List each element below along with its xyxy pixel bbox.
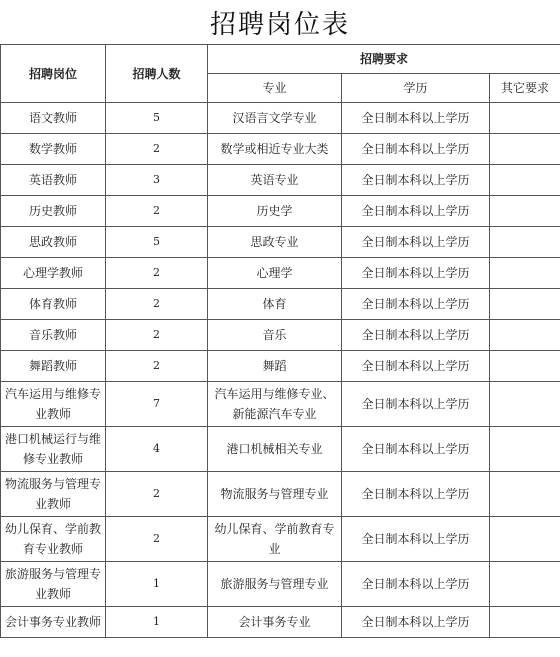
cell-position: 旅游服务与管理专业教师	[1, 562, 106, 607]
cell-education: 全日制本科以上学历	[342, 258, 490, 289]
cell-count: 4	[106, 427, 208, 472]
recruitment-table	[0, 44, 560, 638]
cell-major: 港口机械相关专业	[208, 427, 342, 472]
cell-other	[490, 351, 560, 382]
cell-position: 汽车运用与维修专业教师	[1, 382, 106, 427]
cell-count: 2	[106, 134, 208, 165]
cell-major: 音乐	[208, 320, 342, 351]
cell-position: 心理学教师	[1, 258, 106, 289]
cell-position: 英语教师	[1, 165, 106, 196]
cell-count: 2	[106, 517, 208, 562]
cell-position: 数学教师	[1, 134, 106, 165]
cell-major: 数学或相近专业大类	[208, 134, 342, 165]
cell-other	[490, 562, 560, 607]
cell-other	[490, 472, 560, 517]
table-row	[1, 472, 560, 517]
cell-count: 1	[106, 607, 208, 638]
cell-major: 思政专业	[208, 227, 342, 258]
cell-count: 2	[106, 258, 208, 289]
cell-count: 5	[106, 227, 208, 258]
cell-education: 全日制本科以上学历	[342, 165, 490, 196]
cell-major: 汽车运用与维修专业、新能源汽车专业	[208, 382, 342, 427]
cell-position: 会计事务专业教师	[1, 607, 106, 638]
cell-major: 英语专业	[208, 165, 342, 196]
cell-education: 全日制本科以上学历	[342, 517, 490, 562]
cell-major: 汉语言文学专业	[208, 103, 342, 134]
cell-education: 全日制本科以上学历	[342, 196, 490, 227]
cell-major: 历史学	[208, 196, 342, 227]
cell-other	[490, 320, 560, 351]
cell-education: 全日制本科以上学历	[342, 134, 490, 165]
cell-position: 港口机械运行与维修专业教师	[1, 427, 106, 472]
cell-count: 2	[106, 320, 208, 351]
cell-major: 旅游服务与管理专业	[208, 562, 342, 607]
header-education: 学历	[342, 74, 490, 103]
table-row	[1, 227, 560, 258]
cell-other	[490, 103, 560, 134]
cell-count: 2	[106, 196, 208, 227]
cell-education: 全日制本科以上学历	[342, 562, 490, 607]
cell-position: 语文教师	[1, 103, 106, 134]
cell-position: 物流服务与管理专业教师	[1, 472, 106, 517]
cell-other	[490, 134, 560, 165]
table-row	[1, 320, 560, 351]
cell-other	[490, 227, 560, 258]
cell-major: 心理学	[208, 258, 342, 289]
cell-other	[490, 382, 560, 427]
cell-education: 全日制本科以上学历	[342, 289, 490, 320]
table-row	[1, 134, 560, 165]
cell-count: 7	[106, 382, 208, 427]
table-row	[1, 165, 560, 196]
header-requirements: 招聘要求	[208, 45, 560, 74]
cell-education: 全日制本科以上学历	[342, 472, 490, 517]
cell-education: 全日制本科以上学历	[342, 227, 490, 258]
table-row	[1, 607, 560, 638]
cell-education: 全日制本科以上学历	[342, 607, 490, 638]
table-row	[1, 427, 560, 472]
header-position: 招聘岗位	[1, 45, 106, 103]
header-other: 其它要求	[490, 74, 560, 103]
table-row	[1, 258, 560, 289]
cell-position: 舞蹈教师	[1, 351, 106, 382]
table-row	[1, 382, 560, 427]
cell-position: 历史教师	[1, 196, 106, 227]
cell-count: 2	[106, 289, 208, 320]
header-major: 专业	[208, 74, 342, 103]
cell-position: 音乐教师	[1, 320, 106, 351]
table-row	[1, 562, 560, 607]
cell-education: 全日制本科以上学历	[342, 382, 490, 427]
cell-education: 全日制本科以上学历	[342, 427, 490, 472]
table-row	[1, 517, 560, 562]
table-row	[1, 289, 560, 320]
cell-other	[490, 196, 560, 227]
cell-major: 体育	[208, 289, 342, 320]
table-body	[1, 103, 560, 638]
header-row-top	[1, 45, 560, 74]
cell-other	[490, 517, 560, 562]
table-row	[1, 103, 560, 134]
cell-major: 幼儿保育、学前教育专业	[208, 517, 342, 562]
cell-position: 幼儿保育、学前教育专业教师	[1, 517, 106, 562]
cell-other	[490, 165, 560, 196]
cell-education: 全日制本科以上学历	[342, 320, 490, 351]
cell-count: 1	[106, 562, 208, 607]
cell-count: 2	[106, 351, 208, 382]
cell-count: 3	[106, 165, 208, 196]
cell-education: 全日制本科以上学历	[342, 351, 490, 382]
cell-major: 舞蹈	[208, 351, 342, 382]
table-row	[1, 351, 560, 382]
cell-other	[490, 427, 560, 472]
cell-position: 体育教师	[1, 289, 106, 320]
header-count: 招聘人数	[106, 45, 208, 103]
cell-major: 物流服务与管理专业	[208, 472, 342, 517]
cell-other	[490, 289, 560, 320]
cell-major: 会计事务专业	[208, 607, 342, 638]
cell-count: 5	[106, 103, 208, 134]
cell-position: 思政教师	[1, 227, 106, 258]
cell-other	[490, 607, 560, 638]
table-row	[1, 196, 560, 227]
page-title: 招聘岗位表	[209, 9, 350, 40]
cell-other	[490, 258, 560, 289]
cell-education: 全日制本科以上学历	[342, 103, 490, 134]
cell-count: 2	[106, 472, 208, 517]
